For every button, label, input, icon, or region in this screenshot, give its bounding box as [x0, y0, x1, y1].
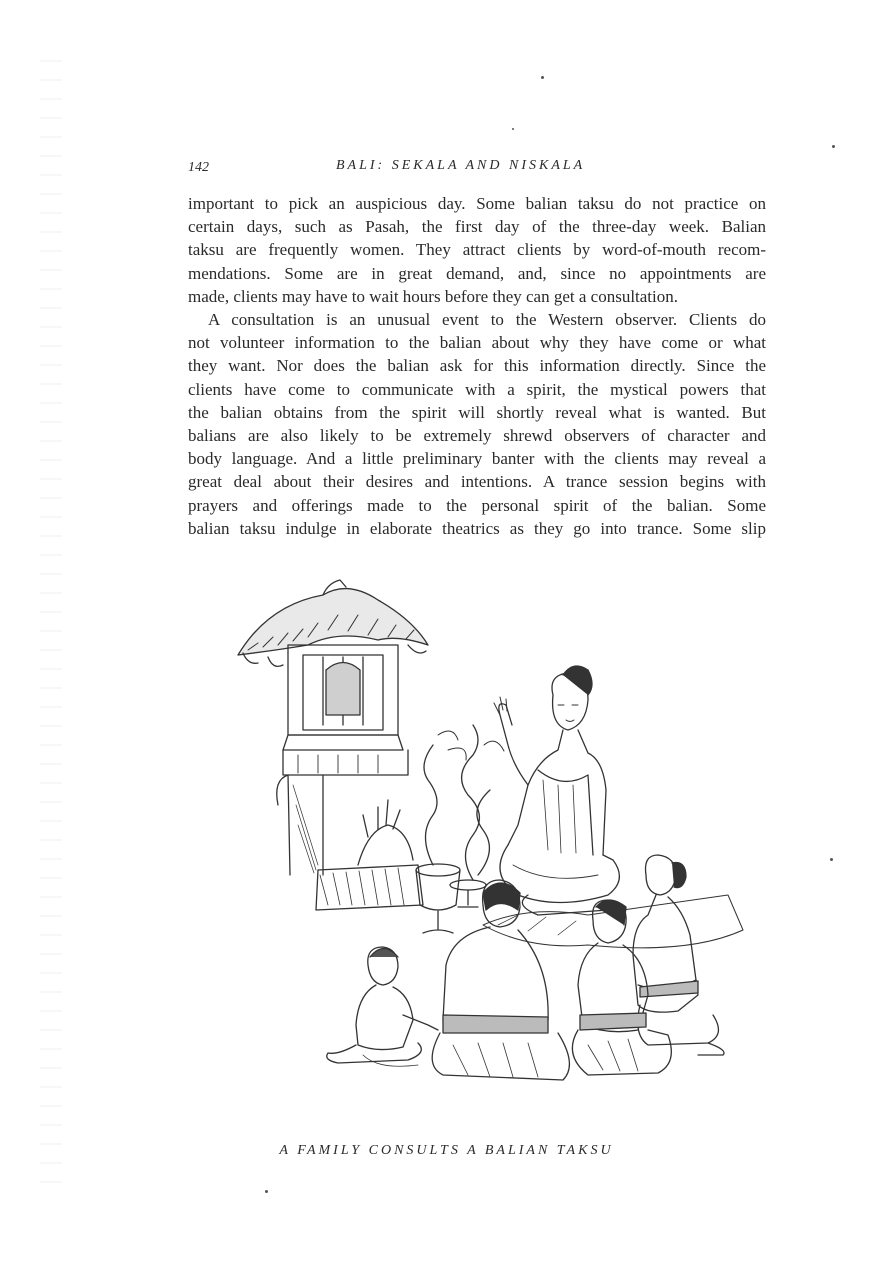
child-figure [327, 947, 438, 1066]
scan-speck [512, 128, 514, 130]
scan-margin-artifacts [40, 60, 62, 1200]
scan-speck [832, 145, 835, 148]
scan-speck [830, 858, 833, 861]
kneeling-woman-right [633, 855, 724, 1055]
page-header [188, 158, 766, 182]
text-line: balians are also likely to be extremely shrewd observers of character and [188, 426, 766, 446]
text-line: prayers and offerings made to the personal spirit of the balian. Some [188, 495, 766, 515]
scan-speck [541, 76, 544, 79]
scan-speck [265, 1190, 268, 1193]
figure-caption: A FAMILY CONSULTS A BALIAN TAKSU [279, 1143, 614, 1158]
text-line: taksu are frequently women. They attract clients by word-of-mouth recom- [188, 240, 766, 260]
text-line: balian taksu indulge in elaborate theatrics as they go into trance. Some slip [188, 518, 766, 538]
text-line: made, clients may have to wait hours before they can get a consultation. [188, 286, 679, 306]
text-line: clients have come to communicate with a spirit, the mystical powers that [188, 379, 766, 399]
text-line: they want. Nor does the balian ask for this information directly. Since the [188, 356, 766, 376]
text-line: mendations. Some are in great demand, and, since no appointments are [188, 263, 766, 283]
text-line: certain days, such as Pasah, the first day of the three-day week. Balian [188, 217, 766, 237]
text-line: the balian obtains from the spirit will shortly reveal what is wanted. But [188, 402, 766, 422]
balian-figure [494, 666, 619, 915]
text-line: important to pick an auspicious day. Some balian taksu do not practice on [188, 194, 766, 213]
body-text [188, 192, 766, 540]
text-line: body language. And a little preliminary banter with the clients may reveal a [188, 449, 766, 469]
kneeling-woman-left [432, 880, 569, 1080]
text-line: A consultation is an unusual event to the Western observer. Clients do [208, 310, 766, 330]
text-line: not volunteer information to the balian about why they have come or what [188, 333, 766, 353]
page-number: 142 [188, 160, 209, 175]
family-consults-balian-illustration [228, 575, 748, 1115]
running-head: BALI: SEKALA AND NISKALA [336, 158, 586, 173]
text-line: great deal about their desires and intentions. A trance session begins with [188, 472, 766, 492]
offerings [316, 725, 504, 933]
